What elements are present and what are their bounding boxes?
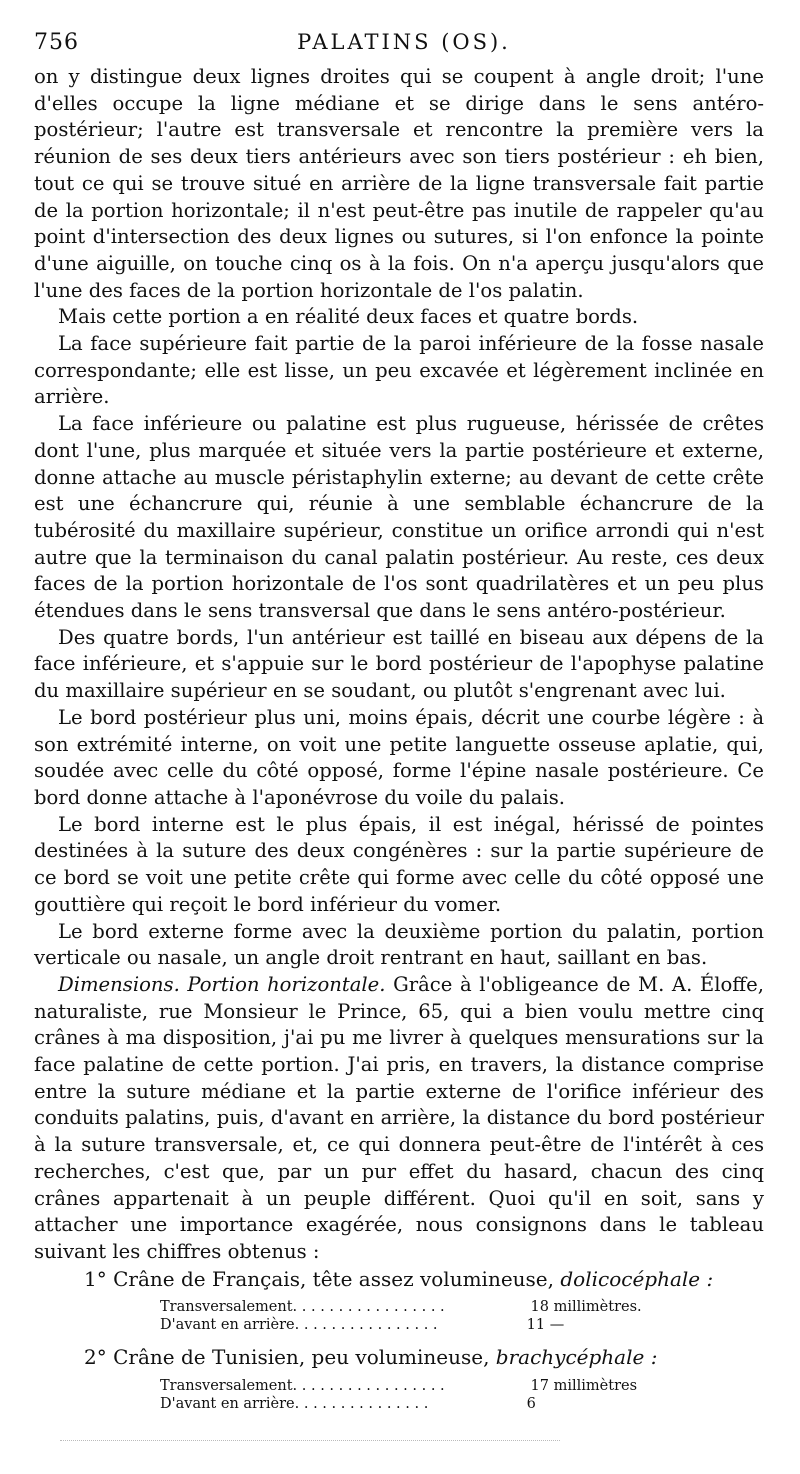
paragraph: La face supérieure fait partie de la paroi inférieure de la fosse nasale correspondante; elle est lisse, un peu excavée et légèrement inclinée en arrière.: [34, 332, 764, 409]
skull-heading: [34, 1266, 764, 1293]
measure-row: [160, 1298, 764, 1316]
measure-row: [160, 1316, 764, 1334]
running-head: PALATINS (OS).: [297, 30, 511, 54]
measure-value: 11 —: [526, 1317, 565, 1334]
footer-rule: [60, 1440, 560, 1441]
measure-table: [160, 1377, 764, 1413]
dimensions-paragraph: [34, 972, 764, 1266]
dimensions-text: Grâce à l'obligeance de M. A. Éloffe, naturaliste, rue Monsieur le Prince, 65, qui a bien voulu mettre cinq crânes à ma disposition, j'ai pu me livrer à quelques mensurations sur la face palatine de cette portion. J'ai pris, en travers, la distance comprise entre la suture médiane et la partie externe de l'orifice inférieur des conduits palatins, puis, d'avant en arrière, la distance du bord postérieur à la suture transversale, et, ce qui donnera peut-être de l'intérêt à ces recherches, c'est que, par un pur effet du hasard, chacun des cinq crânes appartenait à un peuple différent. Quoi qu'il en soit, sans y attacher une importance exagérée, nous consignons dans le tableau suivant les chiffres obtenus :: [34, 972, 765, 1263]
skull-heading: [34, 1344, 764, 1371]
paragraph: Le bord postérieur plus uni, moins épais, décrit une courbe légère : à son extrémité interne, on voit une petite languette osseuse aplatie, qui, soudée avec celle du côté opposé, forme l'épine nasale postérieure. Ce bord donne attache à l'aponévrose du voile du palais.: [34, 705, 764, 809]
measure-label: Transversalement: [160, 1378, 293, 1395]
measure-row: [160, 1395, 764, 1413]
measure-row: [160, 1377, 764, 1395]
skull-heading-text: 2° Crâne de Tunisien, peu volumineuse,: [84, 1345, 496, 1370]
page-header: [34, 30, 774, 58]
measure-label: D'avant en arrière: [160, 1317, 295, 1334]
skull-type: dolicocéphale :: [560, 1266, 714, 1291]
measure-value: 18 millimètres.: [530, 1299, 642, 1316]
page-number: 756: [34, 30, 79, 55]
measure-label: D'avant en arrière: [160, 1396, 295, 1413]
paragraph: Mais cette portion a en réalité deux faces et quatre bords.: [58, 305, 639, 329]
measure-table: [160, 1298, 764, 1334]
paragraph: Des quatre bords, l'un antérieur est taillé en biseau aux dépens de la face inférieure, et s'appuie sur le bord postérieur de l'apophyse palatine du maxillaire supérieur en se soudant, ou plutôt s'engrenant avec lui.: [34, 625, 764, 703]
paragraph: Le bord interne est le plus épais, il est inégal, hérissé de pointes destinées à la suture des deux congénères : sur la partie supérieure de ce bord se voit une petite crête qui forme avec celle du côté opposé une gouttière qui reçoit le bord inférieur du vomer.: [34, 812, 764, 916]
skull-type: brachycéphale :: [495, 1345, 658, 1370]
page-body: [34, 64, 764, 1423]
measure-value: 6: [526, 1396, 536, 1413]
paragraph: La face inférieure ou palatine est plus rugueuse, hérissée de crêtes dont l'une, plus marquée et située vers la partie postérieure et externe, donne attache au muscle péristaphylin externe; au devant de cette crête est une échancrure qui, réunie à une semblable échancrure de la tubérosité du maxillaire supérieur, constitue un orifice arrondi qui n'est autre que la terminaison du canal palatin postérieur. Au reste, ces deux faces de la portion horizontale de l'os sont quadrilatères et un peu plus étendues dans le sens transversal que dans le sens antéro-postérieur.: [34, 412, 764, 623]
measure-dots: . . . . . . . . . . . . . . . .: [294, 1317, 438, 1334]
measure-label: Transversalement: [160, 1299, 293, 1316]
measure-dots: . . . . . . . . . . . . . . . . .: [292, 1299, 445, 1316]
measure-dots: . . . . . . . . . . . . . . . . .: [292, 1378, 445, 1395]
paragraph: on y distingue deux lignes droites qui se coupent à angle droit; l'une d'elles occupe la ligne médiane et se dirige dans le sens antéro-postérieur; l'autre est transversale et rencontre la première vers la réunion de ses deux tiers antérieurs avec son tiers postérieur : eh bien, tout ce qui se trouve situé en arrière de la ligne transversale fait partie de la portion horizontale; il n'est peut-être pas inutile de rappeler qu'au point d'intersection des deux lignes ou sutures, si l'on enfonce la pointe d'une aiguille, on touche cinq os à la fois. On n'a aperçu jusqu'alors que l'une des faces de la portion horizontale de l'os palatin.: [34, 65, 764, 302]
paragraph: Le bord externe forme avec la deuxième portion du palatin, portion verticale ou nasale, un angle droit rentrant en haut, saillant en bas.: [34, 919, 764, 970]
measure-dots: . . . . . . . . . . . . . . .: [294, 1396, 429, 1413]
dimensions-lead: Dimensions. Portion horizontale.: [58, 972, 386, 996]
measure-value: 17 millimètres: [530, 1378, 638, 1395]
skull-heading-text: 1° Crâne de Français, tête assez volumineuse,: [84, 1266, 561, 1291]
